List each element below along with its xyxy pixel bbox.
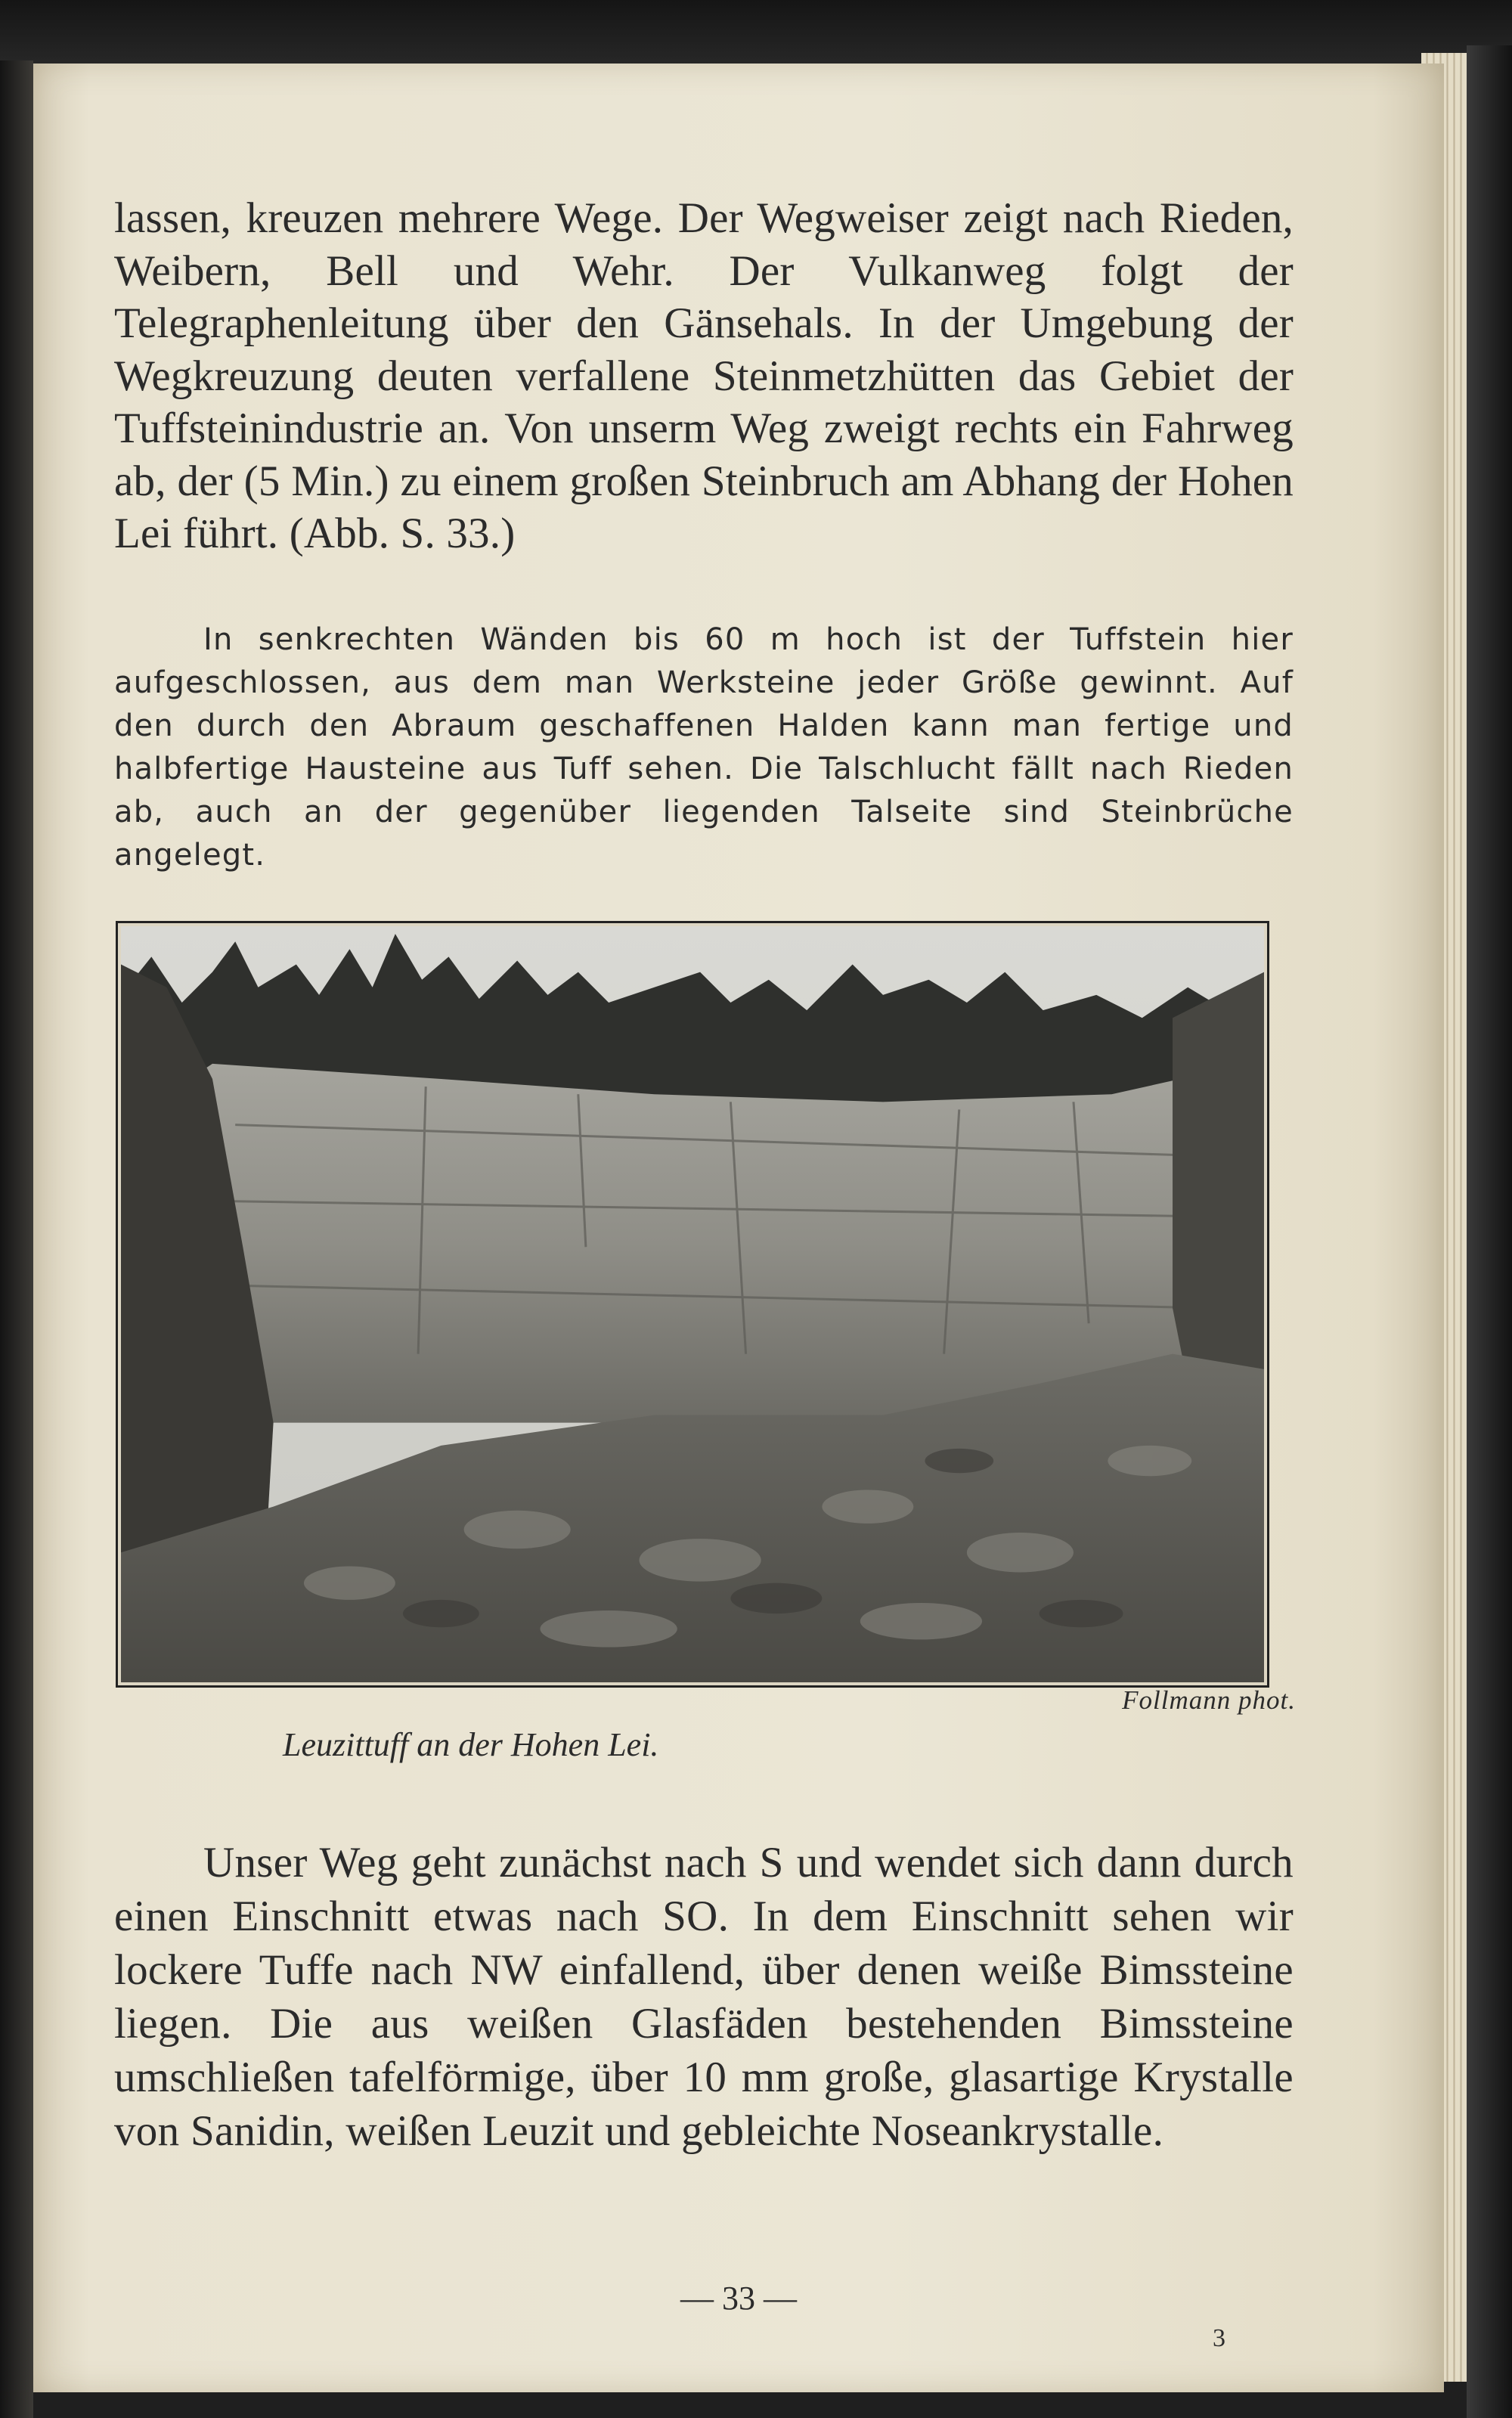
quarry-photo-image — [121, 926, 1264, 1682]
body-paragraph-top: lassen, kreuzen mehrere Wege. Der Wegweiser zeigt nach Rieden, Weibern, Bell und Wehr. Der Vulkanweg folgt der Telegraphenleitung über den Gänsehals. In der Umgebung der Wegkreuzung deuten verfallene Steinmetzhütten das Gebiet der Tuffsteinindustrie an. Von unserm Weg zweigt rechts ein Fahrweg ab, der (5 Min.) zu einem großen Steinbruch am Abhang der Hohen Lei führt. (Abb. S. 33.) — [114, 194, 1294, 557]
body-paragraph-bottom: Unser Weg geht zunächst nach S und wendet sich dann durch einen Einschnitt etwas nach SO. In dem Einschnitt sehen wir lockere Tuffe nach NW einfallend, über denen weiße Bimssteine liegen. Die aus weißen Glasfäden bestehenden Bimssteine umschließen tafelförmige, über 10 mm große, glasartige Krystalle von Sanidin, weißen Leuzit und gebleichte Noseankrystalle. — [114, 1839, 1294, 2155]
page-number: — 33 — — [680, 2280, 797, 2317]
book-page — [33, 64, 1444, 2392]
signature-mark: 3 — [1213, 2324, 1225, 2352]
photo-caption: Leuzittuff an der Hohen Lei. — [283, 1726, 659, 1763]
note-paragraph: In senkrechten Wänden bis 60 m hoch ist der Tuffstein hier aufgeschlossen, aus dem man Werksteine jeder Größe gewinnt. Auf den durch den Abraum geschaffenen Halden kann man fertige und halbfertige Hausteine aus Tuff sehen. Die Talschlucht fällt nach Rieden ab, auch an der gegenüber liegenden Talseite sind Steinbrüche angelegt. — [114, 622, 1294, 873]
book-binding — [0, 60, 33, 2418]
book-cover-edge — [1467, 45, 1512, 2418]
photo-credit: Follmann phot. — [1122, 1685, 1296, 1715]
quarry-photo-frame — [116, 921, 1269, 1688]
quarry-photo — [121, 926, 1264, 1682]
